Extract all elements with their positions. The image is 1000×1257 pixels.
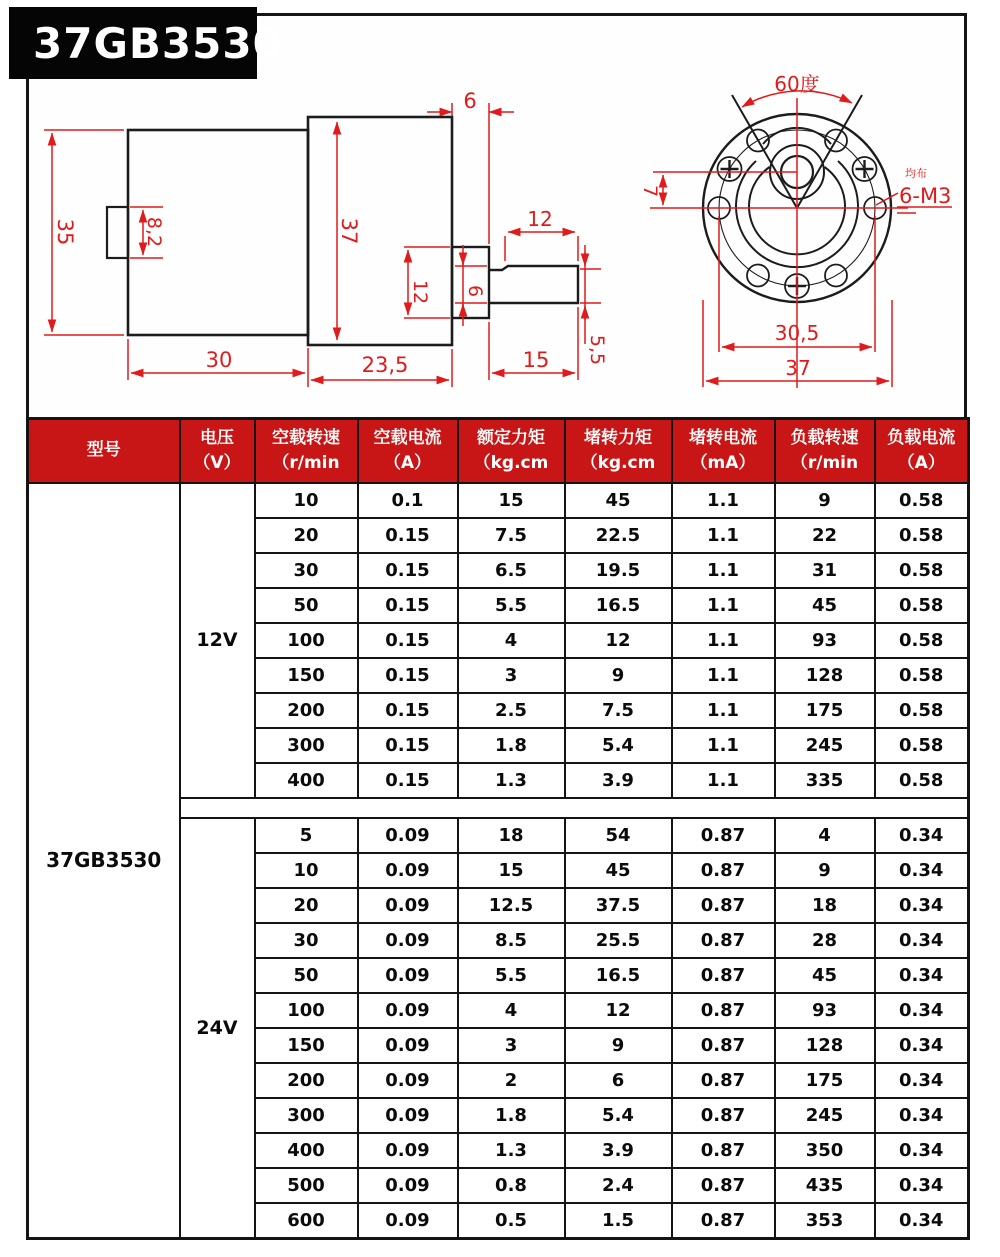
spec-cell: 300 xyxy=(255,1098,358,1133)
shaft-outline xyxy=(489,266,578,303)
holes-6-m3-label: 6-M3 xyxy=(899,184,952,208)
dim-15-label: 15 xyxy=(522,348,550,372)
spec-cell: 0.87 xyxy=(672,1168,775,1203)
spec-cell: 0.09 xyxy=(358,1168,458,1203)
spec-cell: 0.09 xyxy=(358,818,458,853)
spec-cell: 350 xyxy=(775,1133,875,1168)
spec-cell: 0.15 xyxy=(358,763,458,798)
spec-cell: 0.09 xyxy=(358,888,458,923)
dim-5-5-label: 5,5 xyxy=(586,334,608,366)
spec-cell: 1.1 xyxy=(672,623,775,658)
spec-cell: 400 xyxy=(255,1133,358,1168)
spec-cell: 7.5 xyxy=(565,693,672,728)
model-title-box xyxy=(9,7,283,79)
spec-cell: 0.09 xyxy=(358,958,458,993)
voltage-cell: 24V xyxy=(180,818,255,1239)
spec-cell: 1.3 xyxy=(458,1133,565,1168)
header-load-current: 负载电流 （A） xyxy=(875,419,969,483)
header-noload-current: 空载电流 （A） xyxy=(358,419,458,483)
spec-cell: 0.09 xyxy=(358,853,458,888)
angle-line xyxy=(732,95,797,208)
spec-cell: 0.15 xyxy=(358,553,458,588)
spec-cell: 0.34 xyxy=(875,1133,969,1168)
front-view-dim-labels xyxy=(639,72,951,380)
spec-cell: 50 xyxy=(255,588,358,623)
spec-cell: 0.09 xyxy=(358,1028,458,1063)
spec-cell: 0.09 xyxy=(358,1063,458,1098)
header-load-speed: 负载转速 （r/min xyxy=(775,419,875,483)
header-noload-speed: 空载转速 （r/min xyxy=(255,419,358,483)
spec-table xyxy=(26,417,970,1240)
spec-cell: 0.87 xyxy=(672,993,775,1028)
spec-cell: 45 xyxy=(775,588,875,623)
spec-cell: 10 xyxy=(255,853,358,888)
spec-cell: 1.1 xyxy=(672,518,775,553)
spec-table-header xyxy=(28,419,969,483)
spec-cell: 300 xyxy=(255,728,358,763)
spec-cell: 5.5 xyxy=(458,588,565,623)
spec-cell: 435 xyxy=(775,1168,875,1203)
output-boss-outline xyxy=(452,247,489,318)
spec-cell: 2.5 xyxy=(458,693,565,728)
separator-cell xyxy=(180,798,969,818)
spec-cell: 45 xyxy=(565,853,672,888)
dim-35-label: 35 xyxy=(53,218,77,246)
spec-cell: 6 xyxy=(565,1063,672,1098)
dim-12-boss-label: 12 xyxy=(409,279,431,305)
spec-cell: 245 xyxy=(775,728,875,763)
spec-cell: 3.9 xyxy=(565,763,672,798)
spec-cell: 400 xyxy=(255,763,358,798)
spec-cell: 0.87 xyxy=(672,1133,775,1168)
header-stall-torque: 堵转力矩 （kg.cm xyxy=(565,419,672,483)
spec-cell: 1.3 xyxy=(458,763,565,798)
spec-cell: 0.15 xyxy=(358,693,458,728)
spec-cell: 0.87 xyxy=(672,818,775,853)
spec-cell: 16.5 xyxy=(565,588,672,623)
spec-cell: 0.58 xyxy=(875,693,969,728)
spec-cell: 0.8 xyxy=(458,1168,565,1203)
page-title: 37GB3530 xyxy=(33,18,283,68)
spec-cell: 0.15 xyxy=(358,623,458,658)
spec-cell: 30 xyxy=(255,923,358,958)
spec-cell: 353 xyxy=(775,1203,875,1238)
spec-cell: 0.87 xyxy=(672,1203,775,1238)
spec-cell: 0.58 xyxy=(875,658,969,693)
spec-cell: 28 xyxy=(775,923,875,958)
spec-cell: 15 xyxy=(458,853,565,888)
spec-cell: 0.15 xyxy=(358,728,458,763)
dim-37-front-label: 37 xyxy=(785,356,811,380)
spec-cell: 9 xyxy=(565,1028,672,1063)
spec-cell: 20 xyxy=(255,888,358,923)
angle-line xyxy=(797,95,862,208)
spec-cell: 9 xyxy=(565,658,672,693)
spec-cell: 9 xyxy=(775,483,875,518)
spec-cell: 5.4 xyxy=(565,1098,672,1133)
spec-cell: 0.87 xyxy=(672,1098,775,1133)
spec-cell: 31 xyxy=(775,553,875,588)
spec-cell: 335 xyxy=(775,763,875,798)
spec-cell: 0.34 xyxy=(875,1028,969,1063)
voltage-cell: 12V xyxy=(180,483,255,798)
spec-cell: 37.5 xyxy=(565,888,672,923)
model-cell: 37GB3530 xyxy=(28,483,180,1239)
dim-12-flat-label: 12 xyxy=(527,207,553,231)
gearbox-outline xyxy=(308,117,452,345)
assembly-screw xyxy=(853,157,877,181)
dim-8-2-label: 8,2 xyxy=(143,216,165,248)
spec-cell: 200 xyxy=(255,1063,358,1098)
spec-cell: 15 xyxy=(458,483,565,518)
spec-cell: 2.4 xyxy=(565,1168,672,1203)
spec-cell: 0.87 xyxy=(672,888,775,923)
header-model: 型号 xyxy=(28,419,180,483)
spec-cell: 0.58 xyxy=(875,588,969,623)
spec-cell: 54 xyxy=(565,818,672,853)
spec-cell: 45 xyxy=(565,483,672,518)
spec-cell: 128 xyxy=(775,1028,875,1063)
spec-cell: 93 xyxy=(775,993,875,1028)
spec-cell: 18 xyxy=(458,818,565,853)
spec-cell: 0.87 xyxy=(672,958,775,993)
spec-cell: 0.87 xyxy=(672,923,775,958)
dim-30-5-label: 30,5 xyxy=(774,321,820,345)
spec-cell: 93 xyxy=(775,623,875,658)
dim-7-label: 7 xyxy=(639,184,661,198)
header-stall-current: 堵转电流 （mA） xyxy=(672,419,775,483)
spec-cell: 9 xyxy=(775,853,875,888)
spec-cell: 1.5 xyxy=(565,1203,672,1238)
spec-cell: 0.58 xyxy=(875,763,969,798)
spec-cell: 22.5 xyxy=(565,518,672,553)
spec-cell: 1.1 xyxy=(672,763,775,798)
spec-cell: 3 xyxy=(458,1028,565,1063)
spec-cell: 0.34 xyxy=(875,958,969,993)
dim-6-flange-label: 6 xyxy=(463,89,477,113)
spec-cell: 0.87 xyxy=(672,1063,775,1098)
spec-cell: 12 xyxy=(565,993,672,1028)
spec-cell: 1.8 xyxy=(458,1098,565,1133)
spec-cell: 20 xyxy=(255,518,358,553)
spec-cell: 175 xyxy=(775,693,875,728)
spec-cell: 6.5 xyxy=(458,553,565,588)
dim-6-shaft-label: 6 xyxy=(464,284,486,298)
spec-cell: 150 xyxy=(255,1028,358,1063)
spec-cell: 0.34 xyxy=(875,818,969,853)
spec-cell: 22 xyxy=(775,518,875,553)
spec-cell: 128 xyxy=(775,658,875,693)
spec-cell: 0.34 xyxy=(875,993,969,1028)
spec-cell: 5.4 xyxy=(565,728,672,763)
spec-cell: 200 xyxy=(255,693,358,728)
spec-cell: 5 xyxy=(255,818,358,853)
spec-cell: 5.5 xyxy=(458,958,565,993)
spec-cell: 100 xyxy=(255,993,358,1028)
spec-cell: 0.15 xyxy=(358,658,458,693)
spec-cell: 0.58 xyxy=(875,728,969,763)
header-rated-torque: 额定力矩 （kg.cm xyxy=(458,419,565,483)
spec-cell: 3 xyxy=(458,658,565,693)
spec-cell: 175 xyxy=(775,1063,875,1098)
spec-cell: 4 xyxy=(775,818,875,853)
spec-cell: 0.09 xyxy=(358,1098,458,1133)
spec-cell: 0.34 xyxy=(875,1168,969,1203)
spec-cell: 500 xyxy=(255,1168,358,1203)
rear-boss-outline xyxy=(107,207,128,258)
spec-cell: 8.5 xyxy=(458,923,565,958)
dim-37-label: 37 xyxy=(337,217,361,245)
spec-cell: 0.15 xyxy=(358,518,458,553)
spec-cell: 0.58 xyxy=(875,623,969,658)
dim-60deg-label: 60度 xyxy=(774,72,820,96)
spec-cell: 4 xyxy=(458,623,565,658)
spec-cell: 0.09 xyxy=(358,923,458,958)
spec-cell: 0.87 xyxy=(672,1028,775,1063)
spec-cell: 50 xyxy=(255,958,358,993)
dim-30-label: 30 xyxy=(205,348,233,372)
spec-cell: 0.34 xyxy=(875,923,969,958)
spec-cell: 0.34 xyxy=(875,1098,969,1133)
spec-cell: 0.09 xyxy=(358,1133,458,1168)
spec-cell: 12 xyxy=(565,623,672,658)
spec-cell: 7.5 xyxy=(458,518,565,553)
spec-cell: 0.1 xyxy=(358,483,458,518)
spec-cell: 0.5 xyxy=(458,1203,565,1238)
spec-cell: 1.1 xyxy=(672,728,775,763)
spec-cell: 1.1 xyxy=(672,658,775,693)
spec-cell: 10 xyxy=(255,483,358,518)
spec-cell: 245 xyxy=(775,1098,875,1133)
spec-cell: 0.34 xyxy=(875,1063,969,1098)
spec-row xyxy=(28,483,969,518)
spec-cell: 1.1 xyxy=(672,588,775,623)
dim-23-5-label: 23,5 xyxy=(361,353,409,377)
spec-cell: 600 xyxy=(255,1203,358,1238)
spec-cell: 30 xyxy=(255,553,358,588)
spec-cell: 1.1 xyxy=(672,693,775,728)
spec-cell: 0.58 xyxy=(875,518,969,553)
spec-cell: 0.34 xyxy=(875,853,969,888)
spec-cell: 12.5 xyxy=(458,888,565,923)
spec-cell: 1.8 xyxy=(458,728,565,763)
note-evenly-spaced-label: 均布 xyxy=(905,167,927,180)
spec-cell: 0.34 xyxy=(875,1203,969,1238)
spec-cell: 3.9 xyxy=(565,1133,672,1168)
header-voltage: 电压 （V） xyxy=(180,419,255,483)
spec-cell: 4 xyxy=(458,993,565,1028)
spec-cell: 19.5 xyxy=(565,553,672,588)
spec-cell: 2 xyxy=(458,1063,565,1098)
spec-cell: 0.58 xyxy=(875,553,969,588)
spec-cell: 16.5 xyxy=(565,958,672,993)
spec-cell: 1.1 xyxy=(672,483,775,518)
spec-cell: 0.34 xyxy=(875,888,969,923)
spec-cell: 0.09 xyxy=(358,1203,458,1238)
spec-cell: 0.15 xyxy=(358,588,458,623)
spec-cell: 25.5 xyxy=(565,923,672,958)
spec-cell: 0.87 xyxy=(672,853,775,888)
spec-cell: 0.58 xyxy=(875,483,969,518)
spec-table-body xyxy=(28,483,969,1239)
spec-cell: 1.1 xyxy=(672,553,775,588)
spec-cell: 18 xyxy=(775,888,875,923)
assembly-screw xyxy=(718,157,742,181)
spec-cell: 150 xyxy=(255,658,358,693)
spec-cell: 100 xyxy=(255,623,358,658)
spec-cell: 0.09 xyxy=(358,993,458,1028)
spec-cell: 45 xyxy=(775,958,875,993)
